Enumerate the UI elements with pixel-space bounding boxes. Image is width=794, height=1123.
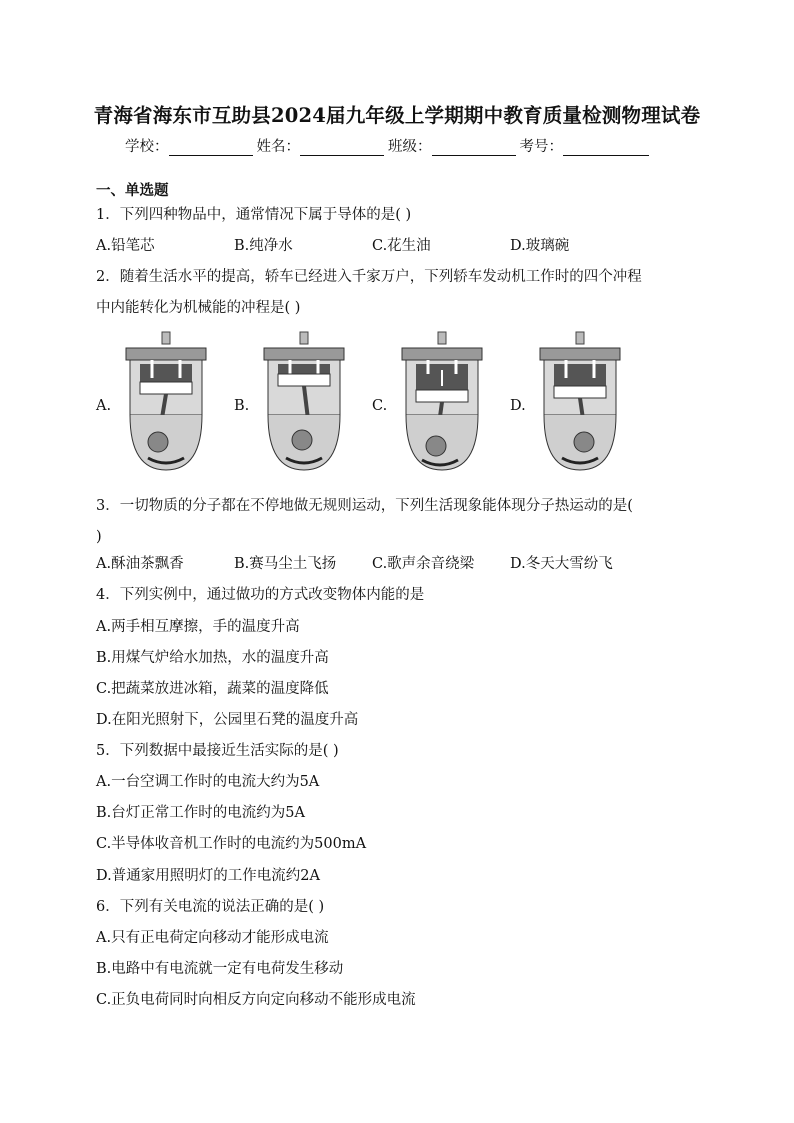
question-5-option-b: B.台灯正常工作时的电流约为5A bbox=[96, 805, 305, 821]
question-5-option-d: D.普通家用照明灯的工作电流约2A bbox=[96, 868, 320, 884]
name-blank bbox=[300, 139, 384, 156]
engine-cylinder-icon bbox=[254, 330, 354, 480]
option: D.冬天大雪纷飞 bbox=[510, 556, 613, 572]
engine-figure-a bbox=[96, 330, 226, 490]
question-4-option-a: A.两手相互摩擦，手的温度升高 bbox=[96, 619, 300, 635]
question-6-option-b: B.电路中有电流就一定有电荷发生移动 bbox=[96, 961, 344, 977]
option: A.酥油茶飘香 bbox=[96, 556, 184, 572]
option: B.赛马尘土飞扬 bbox=[234, 556, 337, 572]
question-6-stem: 6．下列有关电流的说法正确的是( ) bbox=[96, 899, 325, 915]
question-5-option-c: C.半导体收音机工作时的电流约为500mA bbox=[96, 836, 367, 852]
engine-cylinder-icon bbox=[116, 330, 216, 480]
engine-figure-c bbox=[372, 330, 502, 490]
engine-cylinder-icon bbox=[392, 330, 492, 480]
question-2-stem-line1: 2．随着生活水平的提高，轿车已经进入千家万户，下列轿车发动机工作时的四个冲程 bbox=[96, 269, 642, 285]
question-5-stem: 5．下列数据中最接近生活实际的是( ) bbox=[96, 743, 339, 759]
class-blank bbox=[432, 139, 516, 156]
question-3-stem-line1: 3．一切物质的分子都在不停地做无规则运动，下列生活现象能体现分子热运动的是( bbox=[96, 498, 633, 514]
school-label: 学校： bbox=[125, 139, 169, 155]
question-6-option-c: C.正负电荷同时向相反方向定向移动不能形成电流 bbox=[96, 992, 416, 1008]
figure-label: B. bbox=[234, 398, 250, 414]
engine-figure-d bbox=[510, 330, 640, 490]
class-label: 班级： bbox=[388, 139, 432, 155]
engine-figure-b bbox=[234, 330, 364, 490]
question-4-option-b: B.用煤气炉给水加热，水的温度升高 bbox=[96, 650, 329, 666]
question-1-stem: 1．下列四种物品中，通常情况下属于导体的是( ) bbox=[96, 207, 412, 223]
option: C.歌声余音绕梁 bbox=[372, 556, 475, 572]
exam-number-label: 考号： bbox=[519, 139, 563, 155]
option: C.花生油 bbox=[372, 238, 431, 254]
question-4-option-d: D.在阳光照射下，公园里石凳的温度升高 bbox=[96, 712, 359, 728]
question-5-option-a: A.一台空调工作时的电流大约为5A bbox=[96, 774, 320, 790]
option: D.玻璃碗 bbox=[510, 238, 570, 254]
option: A.铅笔芯 bbox=[96, 238, 155, 254]
question-2-stem-line2: 中内能转化为机械能的冲程是( ) bbox=[96, 300, 301, 316]
engine-cylinder-icon bbox=[530, 330, 630, 480]
name-label: 姓名： bbox=[256, 139, 300, 155]
figure-label: D. bbox=[510, 398, 526, 414]
school-blank bbox=[169, 139, 253, 156]
option: B.纯净水 bbox=[234, 238, 293, 254]
exam-title: 青海省海东市互助县2024届九年级上学期期中教育质量检测物理试卷 bbox=[93, 104, 701, 127]
question-4-stem: 4．下列实例中，通过做功的方式改变物体内能的是 bbox=[96, 587, 425, 603]
question-3-stem-line2: ) bbox=[96, 529, 102, 545]
section-heading: 一、单选题 bbox=[96, 182, 169, 199]
engine-stroke-figures bbox=[96, 330, 616, 490]
question-4-option-c: C.把蔬菜放进冰箱，蔬菜的温度降低 bbox=[96, 681, 329, 697]
figure-label: A. bbox=[96, 398, 112, 414]
figure-label: C. bbox=[372, 398, 388, 414]
question-6-option-a: A.只有正电荷定向移动才能形成电流 bbox=[96, 930, 329, 946]
exam-number-blank bbox=[563, 139, 649, 156]
student-info-row bbox=[125, 135, 653, 156]
